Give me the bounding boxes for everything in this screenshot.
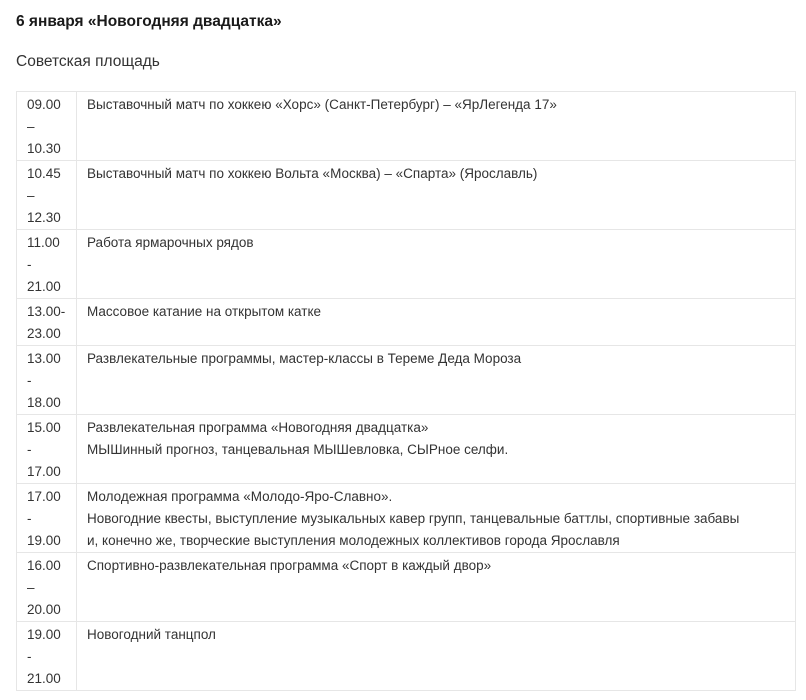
time-cell xyxy=(17,92,77,161)
event-text: Работа ярмарочных рядов xyxy=(87,235,254,250)
event-cell xyxy=(77,622,796,691)
schedule-row xyxy=(17,230,796,299)
schedule-row xyxy=(17,415,796,484)
schedule-row xyxy=(17,622,796,691)
time-cell xyxy=(17,299,77,346)
schedule-row xyxy=(17,484,796,553)
time-cell xyxy=(17,346,77,415)
event-text: Спортивно-развлекательная программа «Спорт в каждый двор» xyxy=(87,558,492,573)
time-text: 09.00 xyxy=(27,97,61,112)
time-cell xyxy=(17,415,77,484)
schedule-row xyxy=(17,92,796,161)
time-text: 10.30 xyxy=(27,141,61,156)
time-cell xyxy=(17,230,77,299)
event-text: Развлекательная программа «Новогодняя двадцатка» xyxy=(87,420,429,435)
event-text: Развлекательные программы, мастер-классы в Тереме Деда Мороза xyxy=(87,351,522,366)
time-text: - xyxy=(27,257,32,272)
schedule-row xyxy=(17,161,796,230)
time-cell xyxy=(17,553,77,622)
event-cell xyxy=(77,346,796,415)
event-text: и, конечно же, творческие выступления молодежных коллективов города Ярославля xyxy=(87,533,620,548)
time-text: - xyxy=(27,442,32,457)
time-text: 15.00 xyxy=(27,420,61,435)
event-text: Выставочный матч по хоккею «Хорс» (Санкт-Петербург) – «ЯрЛегенда 17» xyxy=(87,97,557,112)
event-text: Массовое катание на открытом катке xyxy=(87,304,322,319)
time-text: 11.00 xyxy=(27,235,60,250)
time-text: – xyxy=(27,580,35,595)
event-text: МЫШинный прогноз, танцевальная МЫШевловка, СЫРное селфи. xyxy=(87,442,509,457)
event-cell xyxy=(77,415,796,484)
time-text: - xyxy=(27,511,32,526)
event-cell xyxy=(77,553,796,622)
event-cell xyxy=(77,299,796,346)
time-cell xyxy=(17,484,77,553)
schedule-row xyxy=(17,299,796,346)
page-heading: 6 января «Новогодняя двадцатка» xyxy=(16,13,282,30)
time-text: - xyxy=(27,373,32,388)
schedule-row xyxy=(17,346,796,415)
time-text: 19.00 xyxy=(27,627,61,642)
event-cell xyxy=(77,484,796,553)
time-text: 17.00 xyxy=(27,489,61,504)
time-text: 10.45 xyxy=(27,166,61,181)
schedule-row xyxy=(17,553,796,622)
time-text: 13.00- xyxy=(27,304,66,319)
time-text: 19.00 xyxy=(27,533,61,548)
time-text: 17.00 xyxy=(27,464,61,479)
event-cell xyxy=(77,161,796,230)
event-text: Новогодние квесты, выступление музыкальных кавер групп, танцевальные баттлы, спортивные забавы xyxy=(87,511,740,526)
time-text: 13.00 xyxy=(27,351,61,366)
time-cell xyxy=(17,622,77,691)
time-text: 21.00 xyxy=(27,279,61,294)
schedule-body xyxy=(17,92,796,691)
event-text: Молодежная программа «Молодо-Яро-Славно». xyxy=(87,489,393,504)
time-text: 21.00 xyxy=(27,671,61,686)
event-text: Выставочный матч по хоккею Вольта «Москва) – «Спарта» (Ярославль) xyxy=(87,166,538,181)
location-label: Советская площадь xyxy=(16,53,160,70)
time-text: 18.00 xyxy=(27,395,61,410)
time-cell xyxy=(17,161,77,230)
time-text: – xyxy=(27,119,35,134)
schedule-table xyxy=(16,91,796,691)
event-cell xyxy=(77,92,796,161)
time-text: – xyxy=(27,188,35,203)
event-text: Новогодний танцпол xyxy=(87,627,216,642)
time-text: 16.00 xyxy=(27,558,61,573)
time-text: 12.30 xyxy=(27,210,61,225)
time-text: - xyxy=(27,649,32,664)
event-cell xyxy=(77,230,796,299)
time-text: 20.00 xyxy=(27,602,61,617)
time-text: 23.00 xyxy=(27,326,61,341)
